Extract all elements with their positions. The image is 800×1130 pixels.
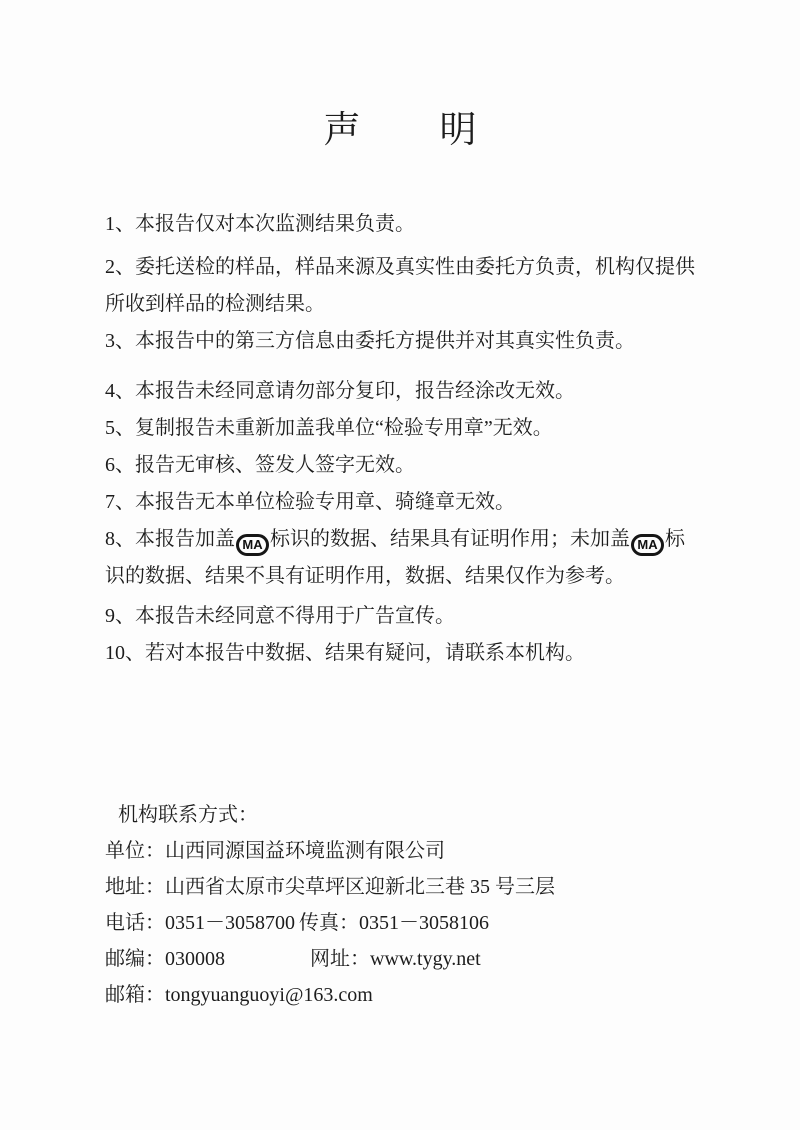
declaration-item-8-seg-3: 标 xyxy=(665,528,685,550)
contact-section xyxy=(105,797,705,1013)
website-label: 网址： xyxy=(310,948,370,970)
email-value: tongyuanguoyi@163.com xyxy=(165,984,373,1006)
zip-pair xyxy=(105,941,310,977)
fax-label: 传真： xyxy=(299,912,359,934)
phone-label: 电话： xyxy=(105,912,165,934)
declaration-item-5-line: 5、复制报告未重新加盖我单位“检验专用章”无效。 xyxy=(105,417,553,439)
declaration-item-6 xyxy=(105,447,705,484)
declaration-item-8-line-1 xyxy=(105,521,705,558)
page-title xyxy=(0,0,800,149)
title-char-2: 明 xyxy=(439,110,477,151)
declaration-item-3 xyxy=(105,323,705,360)
declaration-item-8-seg-2: 标识的数据、结果具有证明作用；未加盖 xyxy=(270,528,630,550)
declaration-item-5 xyxy=(105,410,705,447)
declaration-item-9-line: 9、本报告未经同意不得用于广告宣传。 xyxy=(105,605,455,627)
address-value: 山西省太原市尖草坪区迎新北三巷 35 号三层 xyxy=(165,876,555,898)
declaration-item-10-line: 10、若对本报告中数据、结果有疑问，请联系本机构。 xyxy=(105,642,585,664)
contact-row-phone-fax xyxy=(105,905,705,941)
declaration-item-1 xyxy=(105,206,705,243)
zip-value: 030008 xyxy=(165,948,225,970)
website-value: www.tygy.net xyxy=(370,948,481,970)
declaration-item-4-line: 4、本报告未经同意请勿部分复印，报告经涂改无效。 xyxy=(105,380,575,402)
declaration-item-8-line-2: 识的数据、结果不具有证明作用，数据、结果仅作为参考。 xyxy=(105,565,625,587)
declaration-item-3-line: 3、本报告中的第三方信息由委托方提供并对其真实性负责。 xyxy=(105,330,635,352)
contact-row-address xyxy=(105,869,705,905)
unit-value: 山西同源国益环境监测有限公司 xyxy=(165,840,445,862)
address-label: 地址： xyxy=(105,876,165,898)
email-label: 邮箱： xyxy=(105,984,165,1006)
contact-row-unit xyxy=(105,833,705,869)
declaration-item-8 xyxy=(105,521,705,595)
declaration-list xyxy=(105,206,705,672)
unit-label: 单位： xyxy=(105,840,165,862)
zip-label: 邮编： xyxy=(105,948,165,970)
declaration-item-7 xyxy=(105,484,705,521)
fax-value: 0351－3058106 xyxy=(359,912,489,934)
title-char-1: 声 xyxy=(323,110,361,151)
declaration-item-7-line: 7、本报告无本单位检验专用章、骑缝章无效。 xyxy=(105,491,515,513)
contact-row-email xyxy=(105,977,705,1013)
declaration-item-4 xyxy=(105,373,705,410)
declaration-item-1-line: 1、本报告仅对本次监测结果负责。 xyxy=(105,213,415,235)
contact-row-zip-website xyxy=(105,941,705,977)
cma-mark-icon: MA xyxy=(631,534,664,556)
declaration-item-8-seg-1: 8、本报告加盖 xyxy=(105,528,235,550)
declaration-item-2 xyxy=(105,249,705,323)
cma-mark-icon: MA xyxy=(236,534,269,556)
phone-value: 0351－3058700 xyxy=(165,912,295,934)
declaration-item-9 xyxy=(105,598,705,635)
declaration-item-10 xyxy=(105,635,705,672)
declaration-item-2-line-1: 2、委托送检的样品，样品来源及真实性由委托方负责，机构仅提供 xyxy=(105,256,695,278)
contact-heading: 机构联系方式： xyxy=(118,804,258,826)
declaration-item-2-line-2: 所收到样品的检测结果。 xyxy=(105,293,325,315)
declaration-item-6-line: 6、报告无审核、签发人签字无效。 xyxy=(105,454,415,476)
